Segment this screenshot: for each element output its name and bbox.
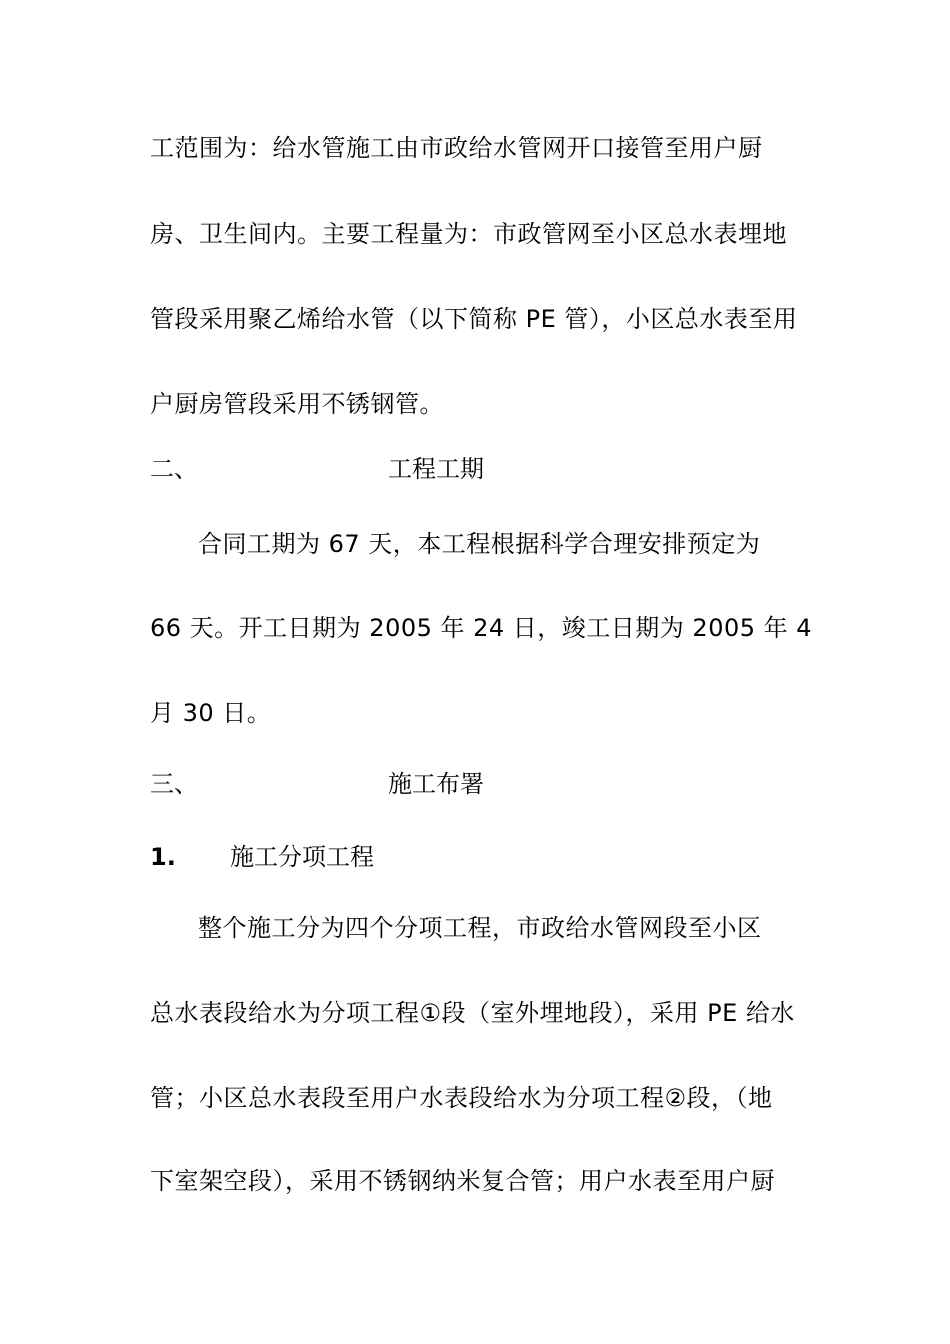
paragraph-line: 66 天。开工日期为 2005 年 24 日，竣工日期为 2005 年 4 xyxy=(150,614,813,642)
paragraph-line: 整个施工分为四个分项工程，市政给水管网段至小区 xyxy=(198,914,762,942)
section-title: 工程工期 xyxy=(388,455,484,483)
subsection-title: 施工分项工程 xyxy=(230,843,374,871)
section-number: 三、 xyxy=(150,770,198,798)
paragraph-line: 总水表段给水为分项工程①段（室外埋地段），采用 PE 给水 xyxy=(150,999,795,1027)
section-title: 施工布署 xyxy=(388,770,484,798)
paragraph-line: 下室架空段），采用不锈钢纳米复合管；用户水表至用户厨 xyxy=(150,1167,775,1195)
paragraph-line: 工范围为：给水管施工由市政给水管网开口接管至用户厨 xyxy=(150,134,763,162)
paragraph-line: 合同工期为 67 天，本工程根据科学合理安排预定为 xyxy=(198,530,761,558)
paragraph-line: 月 30 日。 xyxy=(150,699,272,727)
subsection-number: 1. xyxy=(150,843,176,871)
paragraph-line: 管段采用聚乙烯给水管（以下简称 PE 管），小区总水表至用 xyxy=(150,305,798,333)
paragraph-line: 房、卫生间内。主要工程量为：市政管网至小区总水表埋地 xyxy=(150,220,787,248)
section-number: 二、 xyxy=(150,455,198,483)
paragraph-line: 户厨房管段采用不锈钢管。 xyxy=(150,390,444,418)
paragraph-line: 管；小区总水表段至用户水表段给水为分项工程②段，（地 xyxy=(150,1084,773,1112)
